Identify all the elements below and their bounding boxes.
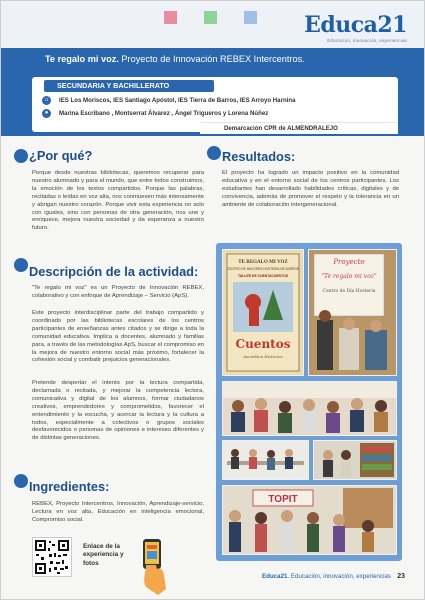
page-number: 23 bbox=[397, 573, 405, 580]
page-title bbox=[45, 54, 305, 64]
poster-workshop: TALLER DE CUENTACUENTOS bbox=[237, 274, 289, 278]
green-square bbox=[204, 11, 217, 24]
footer-brand: Educa21 bbox=[262, 573, 288, 580]
title-bold: Te regalo mi voz. bbox=[45, 54, 119, 64]
phone-hand-icon bbox=[140, 539, 170, 600]
photo-reading-group[interactable] bbox=[222, 381, 397, 436]
description-p1: "Te regalo mi voz" es un Proyecto de Innovación REBEX, colaborativo y con enfoque de Aprendizaje – Servicio (ApS). bbox=[32, 285, 204, 299]
section-dot bbox=[207, 146, 221, 160]
sign-line-3: Centro de Día Hosteria bbox=[322, 289, 376, 294]
heading-description: Descripción de la actividad: bbox=[29, 264, 199, 279]
schools-text: IES Los Moriscos, IES Santiago Apóstol, IES Tierra de Barros, IES Arroyo Harnina bbox=[59, 96, 296, 104]
title-rest: Proyecto de Innovación REBEX Intercentros. bbox=[118, 54, 305, 64]
qr-label: Enlace de la experiencia y fotos bbox=[83, 543, 124, 567]
photo-library[interactable] bbox=[313, 440, 397, 480]
poster-sub: CENTRO DE MAYORES HOSTERIA DE BARROS bbox=[226, 267, 300, 271]
demarcation-label: Demarcación CPR de ALMENDRALEJO bbox=[200, 122, 398, 134]
schools-row bbox=[42, 94, 295, 106]
sign-line-2: "Te regalo mi voz" bbox=[321, 273, 377, 280]
photo-event-sign[interactable] bbox=[308, 249, 397, 376]
footer-tagline bbox=[262, 573, 391, 580]
brand-name: Educa bbox=[304, 12, 378, 38]
person-icon: ● bbox=[42, 109, 51, 118]
qr-code[interactable] bbox=[32, 537, 72, 577]
photo-classroom[interactable] bbox=[222, 440, 309, 480]
poster-word: Cuentos bbox=[235, 337, 291, 351]
blue-square bbox=[244, 11, 257, 24]
footer-tagline-text: . Educación, innovación, experiencias bbox=[287, 573, 391, 580]
heading-ingredients: Ingredientes: bbox=[29, 479, 110, 494]
brand-number: 21 bbox=[377, 12, 407, 38]
brand-tagline: Educación, innovación, experiencias bbox=[327, 38, 407, 43]
poster-title: TE REGALO MI VOZ bbox=[238, 260, 288, 265]
description-p2: Este proyecto interdisciplinar parte del trabajo compartido y coordinado por las bibliotecas escolares de los centros participantes de enseñanzas antes citados y se dirige a toda la comunidad educativa. Implica a docentes, alumnado y familias para, a través de las metodologías ApS, buscar el compromiso en la mejora de nuestro entorno social más próximo, fortalecer la cohesión social y combatir prejuicios generacionales. bbox=[32, 310, 204, 364]
heading-why: ¿Por qué? bbox=[29, 148, 93, 163]
pink-square bbox=[164, 11, 177, 24]
section-dot bbox=[14, 149, 28, 163]
poster-word2: Asamblea Historias bbox=[243, 354, 283, 359]
section-dot bbox=[14, 258, 28, 272]
level-badge bbox=[44, 80, 214, 92]
results-text: El proyecto ha logrado un impacto positivo en la comunidad educativa y en el entorno social de los centros participantes. Los estudiantes han desarrollado habilidades críticas, digitales y de convivencia, además de promover el respeto y la tolerancia en un ambiente de colaboración intergeneracional. bbox=[222, 170, 399, 208]
banner-text: TOPIT bbox=[268, 494, 298, 505]
photo-poster[interactable] bbox=[222, 249, 304, 376]
description-p3: Pretende despertar el interés por la lectura compartida, declamada o recitada, y mejorar la competencia lectora, comunicativa y digital de los alumnos, formar ciudadanos creativos, emprendedores y comprometidos, favorecer el entendimiento y la escucha, y acercar la lectura y la cultura a todos, especialmente a colectivos o grupos sociales desfavorecidos o personas de opiniones e intereses diferentes y de distintas generaciones. bbox=[32, 380, 204, 442]
school-icon: ⌂ bbox=[42, 96, 51, 105]
ingredients-text: REBEX, Proyecto Intercentros, Innovación, Aprendizaje-servicio, Lectura en voz alta, Educación en inteligencia emocional, Compromiso social. bbox=[32, 501, 204, 523]
level-text: SECUNDARIA Y BACHILLERATO bbox=[57, 81, 170, 90]
brand-logo[interactable] bbox=[304, 12, 407, 43]
photo-banner-event[interactable] bbox=[222, 485, 397, 555]
why-text: Porque desde nuestras bibliotecas, queremos recuperar para nuestro alumnado y para el mundo, que entre todos construimos, la emoción de los textos compartidos. Porque las palabras, recitadas o leídas en voz alta, nos conmueven más intensamente y abrigan nuestro corazón. Porque vivir esta experiencia no solo con iguales, sino con personas de otra generación, nos une y enriquece, mejora nuestra sociedad y da esperanza a nuestro futuro. bbox=[32, 170, 204, 232]
people-row bbox=[42, 107, 268, 119]
section-dot bbox=[14, 474, 28, 488]
sign-line-1: Proyecto bbox=[333, 258, 365, 266]
people-text: Marina Escribano , Montserrat Álvarez , Ángel Trigueros y Lorena Núñez bbox=[59, 109, 269, 117]
heading-results: Resultados: bbox=[222, 149, 296, 164]
